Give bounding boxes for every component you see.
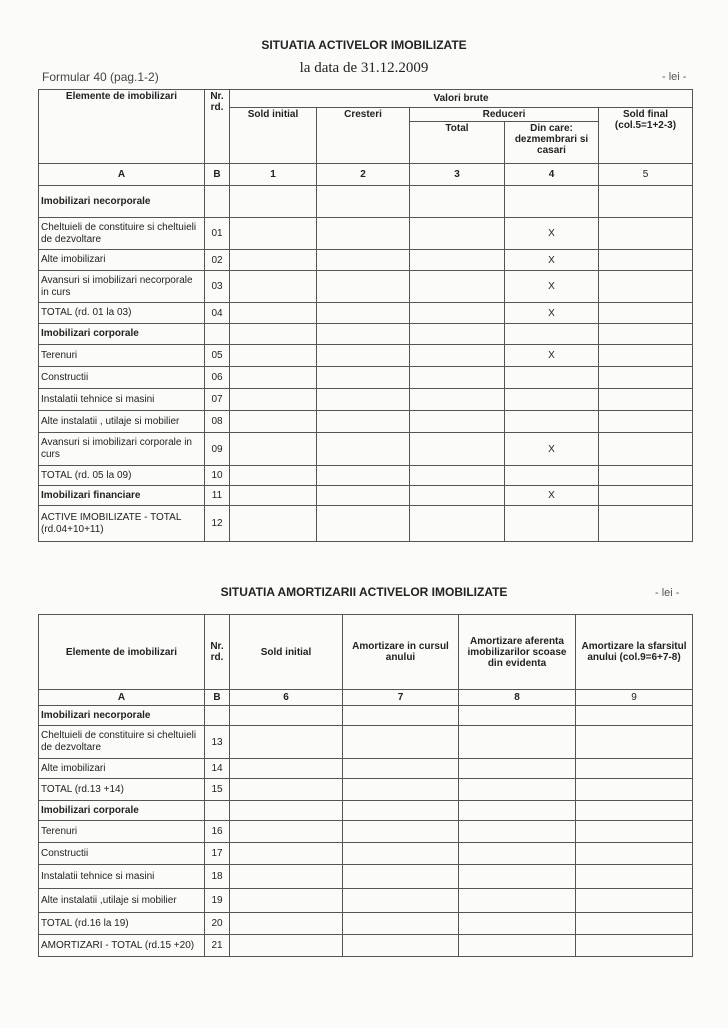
col-header-elements: Elemente de imobilizari [39,90,205,164]
cell-amortizare-an[interactable] [343,821,459,843]
col-header-cresteri: Cresteri [317,108,410,164]
row-label: Cheltuieli de constituire si cheltuieli de dezvoltare [39,726,205,759]
table-row [39,706,693,726]
cell-sold-final[interactable] [599,186,693,218]
table-row [39,303,693,324]
cell-din-care [505,186,599,218]
cell-sold-final[interactable] [599,506,693,542]
table-row [39,889,693,913]
table-row [39,913,693,935]
row-nr: 01 [205,218,230,250]
cell-din-care: X [505,250,599,271]
cell-amortizare-sfarsit[interactable] [576,935,693,957]
table-row [39,935,693,957]
row-label: AMORTIZARI - TOTAL (rd.15 +20) [39,935,205,957]
code-a: A [39,164,205,186]
cell-amortizare-an[interactable] [343,706,459,726]
cell-sold-initial[interactable] [230,324,317,345]
cell-sold-initial[interactable] [230,726,343,759]
depreciation-table [38,614,693,957]
cell-sold-initial[interactable] [230,271,317,303]
cell-cresteri[interactable] [317,186,410,218]
col-header-elements: Elemente de imobilizari [39,615,205,690]
table-row [39,218,693,250]
cell-total[interactable] [410,367,505,389]
row-nr: 05 [205,345,230,367]
cell-sold-final[interactable] [599,367,693,389]
code-8: 8 [459,690,576,706]
cell-amortizare-sfarsit[interactable] [576,779,693,801]
col-header-sold-initial: Sold initial [230,108,317,164]
row-label: Constructii [39,843,205,865]
code-9: 9 [576,690,693,706]
cell-sold-initial[interactable] [230,801,343,821]
cell-din-care [505,389,599,411]
cell-din-care: X [505,486,599,506]
cell-cresteri[interactable] [317,367,410,389]
table-row [39,411,693,433]
cell-din-care [505,506,599,542]
cell-sold-initial[interactable] [230,433,317,466]
row-nr: 14 [205,759,230,779]
page-title: SITUATIA ACTIVELOR IMOBILIZATE [261,38,467,52]
table-row [39,389,693,411]
code-6: 6 [230,690,343,706]
cell-amortizare-an[interactable] [343,865,459,889]
cell-cresteri[interactable] [317,250,410,271]
row-label: Alte instalatii ,utilaje si mobilier [39,889,205,913]
row-label: Terenuri [39,821,205,843]
cell-sold-initial[interactable] [230,843,343,865]
cell-amortizare-an[interactable] [343,889,459,913]
row-nr: 03 [205,271,230,303]
row-label: Terenuri [39,345,205,367]
row-label: Imobilizari corporale [39,801,205,821]
row-nr [205,324,230,345]
row-label: Alte imobilizari [39,759,205,779]
cell-amortizare-scoase[interactable] [459,759,576,779]
table-row [39,821,693,843]
report-date: la data de 31.12.2009 [299,60,429,76]
cell-din-care [505,411,599,433]
section-title: SITUATIA AMORTIZARII ACTIVELOR IMOBILIZATE [220,585,508,599]
cell-cresteri[interactable] [317,303,410,324]
cell-sold-final[interactable] [599,218,693,250]
cell-sold-initial[interactable] [230,250,317,271]
cell-cresteri[interactable] [317,411,410,433]
cell-amortizare-sfarsit[interactable] [576,801,693,821]
row-nr: 04 [205,303,230,324]
cell-cresteri[interactable] [317,506,410,542]
cell-sold-initial[interactable] [230,889,343,913]
table-row [39,250,693,271]
row-label: TOTAL (rd. 01 la 03) [39,303,205,324]
table-row [39,801,693,821]
row-nr: 12 [205,506,230,542]
col-header-sold-initial: Sold initial [230,615,343,690]
cell-cresteri[interactable] [317,271,410,303]
cell-amortizare-scoase[interactable] [459,843,576,865]
cell-amortizare-scoase[interactable] [459,821,576,843]
row-label: Cheltuieli de constituire si cheltuieli de dezvoltare [39,218,205,250]
table-row [39,367,693,389]
row-label: Alte imobilizari [39,250,205,271]
row-nr [205,706,230,726]
cell-amortizare-an[interactable] [343,759,459,779]
cell-total[interactable] [410,303,505,324]
cell-sold-final[interactable] [599,411,693,433]
table-row [39,345,693,367]
cell-amortizare-scoase[interactable] [459,726,576,759]
cell-amortizare-an[interactable] [343,726,459,759]
row-label: TOTAL (rd.16 la 19) [39,913,205,935]
code-3: 3 [410,164,505,186]
col-header-nr: Nr. rd. [205,90,230,164]
cell-din-care: X [505,271,599,303]
cell-sold-final[interactable] [599,303,693,324]
cell-amortizare-sfarsit[interactable] [576,821,693,843]
row-label: Avansuri si imobilizari necorporale in curs [39,271,205,303]
row-label: Constructii [39,367,205,389]
row-nr: 20 [205,913,230,935]
cell-sold-initial[interactable] [230,506,317,542]
cell-cresteri[interactable] [317,218,410,250]
cell-amortizare-sfarsit[interactable] [576,726,693,759]
row-nr: 17 [205,843,230,865]
table-row [39,506,693,542]
row-label: TOTAL (rd.13 +14) [39,779,205,801]
cell-din-care: X [505,303,599,324]
cell-total[interactable] [410,250,505,271]
cell-amortizare-sfarsit[interactable] [576,889,693,913]
assets-table [38,89,693,542]
code-4: 4 [505,164,599,186]
row-nr: 06 [205,367,230,389]
col-header-din-care: Din care: dezmembrari si casari [505,122,599,164]
col-header-amortizare-sfarsit: Amortizare la sfarsitul anului (col.9=6+7-8) [576,615,693,690]
cell-amortizare-scoase[interactable] [459,779,576,801]
currency-label: - lei - [662,71,687,83]
cell-sold-initial[interactable] [230,345,317,367]
row-label: Avansuri si imobilizari corporale in curs [39,433,205,466]
cell-sold-final[interactable] [599,271,693,303]
cell-amortizare-an[interactable] [343,779,459,801]
table-row [39,843,693,865]
cell-total[interactable] [410,389,505,411]
row-nr: 10 [205,466,230,486]
cell-total[interactable] [410,506,505,542]
cell-sold-final[interactable] [599,324,693,345]
col-header-nr: Nr. rd. [205,615,230,690]
code-1: 1 [230,164,317,186]
cell-amortizare-an[interactable] [343,913,459,935]
row-label: TOTAL (rd. 05 la 09) [39,466,205,486]
row-nr: 16 [205,821,230,843]
cell-amortizare-scoase[interactable] [459,913,576,935]
col-header-amortizare-an: Amortizare in cursul anului [343,615,459,690]
cell-din-care: X [505,433,599,466]
cell-amortizare-sfarsit[interactable] [576,913,693,935]
cell-sold-initial[interactable] [230,706,343,726]
cell-din-care: X [505,345,599,367]
code-b: B [205,690,230,706]
row-nr: 13 [205,726,230,759]
cell-sold-final[interactable] [599,250,693,271]
row-label: Imobilizari corporale [39,324,205,345]
cell-amortizare-scoase[interactable] [459,801,576,821]
cell-sold-initial[interactable] [230,389,317,411]
row-nr: 15 [205,779,230,801]
cell-amortizare-scoase[interactable] [459,935,576,957]
row-nr: 08 [205,411,230,433]
cell-sold-initial[interactable] [230,303,317,324]
cell-sold-initial[interactable] [230,821,343,843]
cell-cresteri[interactable] [317,486,410,506]
cell-sold-initial[interactable] [230,865,343,889]
col-header-valori-brute: Valori brute [230,90,693,108]
row-label: ACTIVE IMOBILIZATE - TOTAL (rd.04+10+11) [39,506,205,542]
cell-sold-initial[interactable] [230,935,343,957]
row-label: Instalatii tehnice si masini [39,389,205,411]
cell-total[interactable] [410,411,505,433]
cell-amortizare-scoase[interactable] [459,865,576,889]
cell-sold-initial[interactable] [230,186,317,218]
row-nr: 19 [205,889,230,913]
cell-total[interactable] [410,486,505,506]
col-header-amortizare-scoase: Amortizare aferenta imobilizarilor scoase din evidenta [459,615,576,690]
cell-amortizare-sfarsit[interactable] [576,865,693,889]
col-header-total: Total [410,122,505,164]
cell-total[interactable] [410,466,505,486]
cell-total[interactable] [410,186,505,218]
cell-total[interactable] [410,218,505,250]
code-2: 2 [317,164,410,186]
col-header-reduceri: Reduceri [410,108,599,122]
form-number: Formular 40 (pag.1-2) [42,70,159,84]
row-label: Alte instalatii , utilaje si mobilier [39,411,205,433]
cell-total[interactable] [410,345,505,367]
cell-cresteri[interactable] [317,324,410,345]
row-label: Imobilizari necorporale [39,706,205,726]
cell-amortizare-scoase[interactable] [459,706,576,726]
cell-sold-final[interactable] [599,345,693,367]
cell-total[interactable] [410,271,505,303]
cell-sold-initial[interactable] [230,759,343,779]
table-row [39,271,693,303]
cell-cresteri[interactable] [317,466,410,486]
row-nr [205,801,230,821]
row-label: Imobilizari necorporale [39,186,205,218]
table-row [39,865,693,889]
cell-din-care [505,367,599,389]
table-row [39,759,693,779]
table-row [39,324,693,345]
cell-cresteri[interactable] [317,345,410,367]
cell-sold-final[interactable] [599,466,693,486]
cell-din-care: X [505,218,599,250]
row-nr: 07 [205,389,230,411]
cell-amortizare-sfarsit[interactable] [576,759,693,779]
cell-sold-initial[interactable] [230,913,343,935]
cell-sold-final[interactable] [599,433,693,466]
cell-sold-initial[interactable] [230,367,317,389]
cell-sold-final[interactable] [599,389,693,411]
row-nr: 09 [205,433,230,466]
cell-amortizare-scoase[interactable] [459,889,576,913]
code-b: B [205,164,230,186]
cell-amortizare-an[interactable] [343,801,459,821]
row-label: Instalatii tehnice si masini [39,865,205,889]
cell-cresteri[interactable] [317,389,410,411]
row-nr [205,186,230,218]
cell-sold-initial[interactable] [230,466,317,486]
cell-amortizare-an[interactable] [343,935,459,957]
cell-sold-initial[interactable] [230,486,317,506]
cell-din-care [505,466,599,486]
row-nr: 18 [205,865,230,889]
row-label: Imobilizari financiare [39,486,205,506]
code-7: 7 [343,690,459,706]
table-row [39,726,693,759]
table-row [39,466,693,486]
row-nr: 21 [205,935,230,957]
table-row [39,433,693,466]
cell-amortizare-sfarsit[interactable] [576,706,693,726]
currency-label: - lei - [655,587,680,599]
cell-sold-initial[interactable] [230,779,343,801]
col-header-sold-final: Sold final (col.5=1+2-3) [599,108,693,164]
row-nr: 02 [205,250,230,271]
table-row [39,779,693,801]
cell-amortizare-sfarsit[interactable] [576,843,693,865]
cell-din-care [505,324,599,345]
cell-sold-initial[interactable] [230,218,317,250]
cell-total[interactable] [410,324,505,345]
table-row [39,486,693,506]
cell-cresteri[interactable] [317,433,410,466]
row-nr: 11 [205,486,230,506]
cell-sold-final[interactable] [599,486,693,506]
code-a: A [39,690,205,706]
code-5: 5 [599,164,693,186]
cell-total[interactable] [410,433,505,466]
table-row [39,186,693,218]
cell-amortizare-an[interactable] [343,843,459,865]
cell-sold-initial[interactable] [230,411,317,433]
